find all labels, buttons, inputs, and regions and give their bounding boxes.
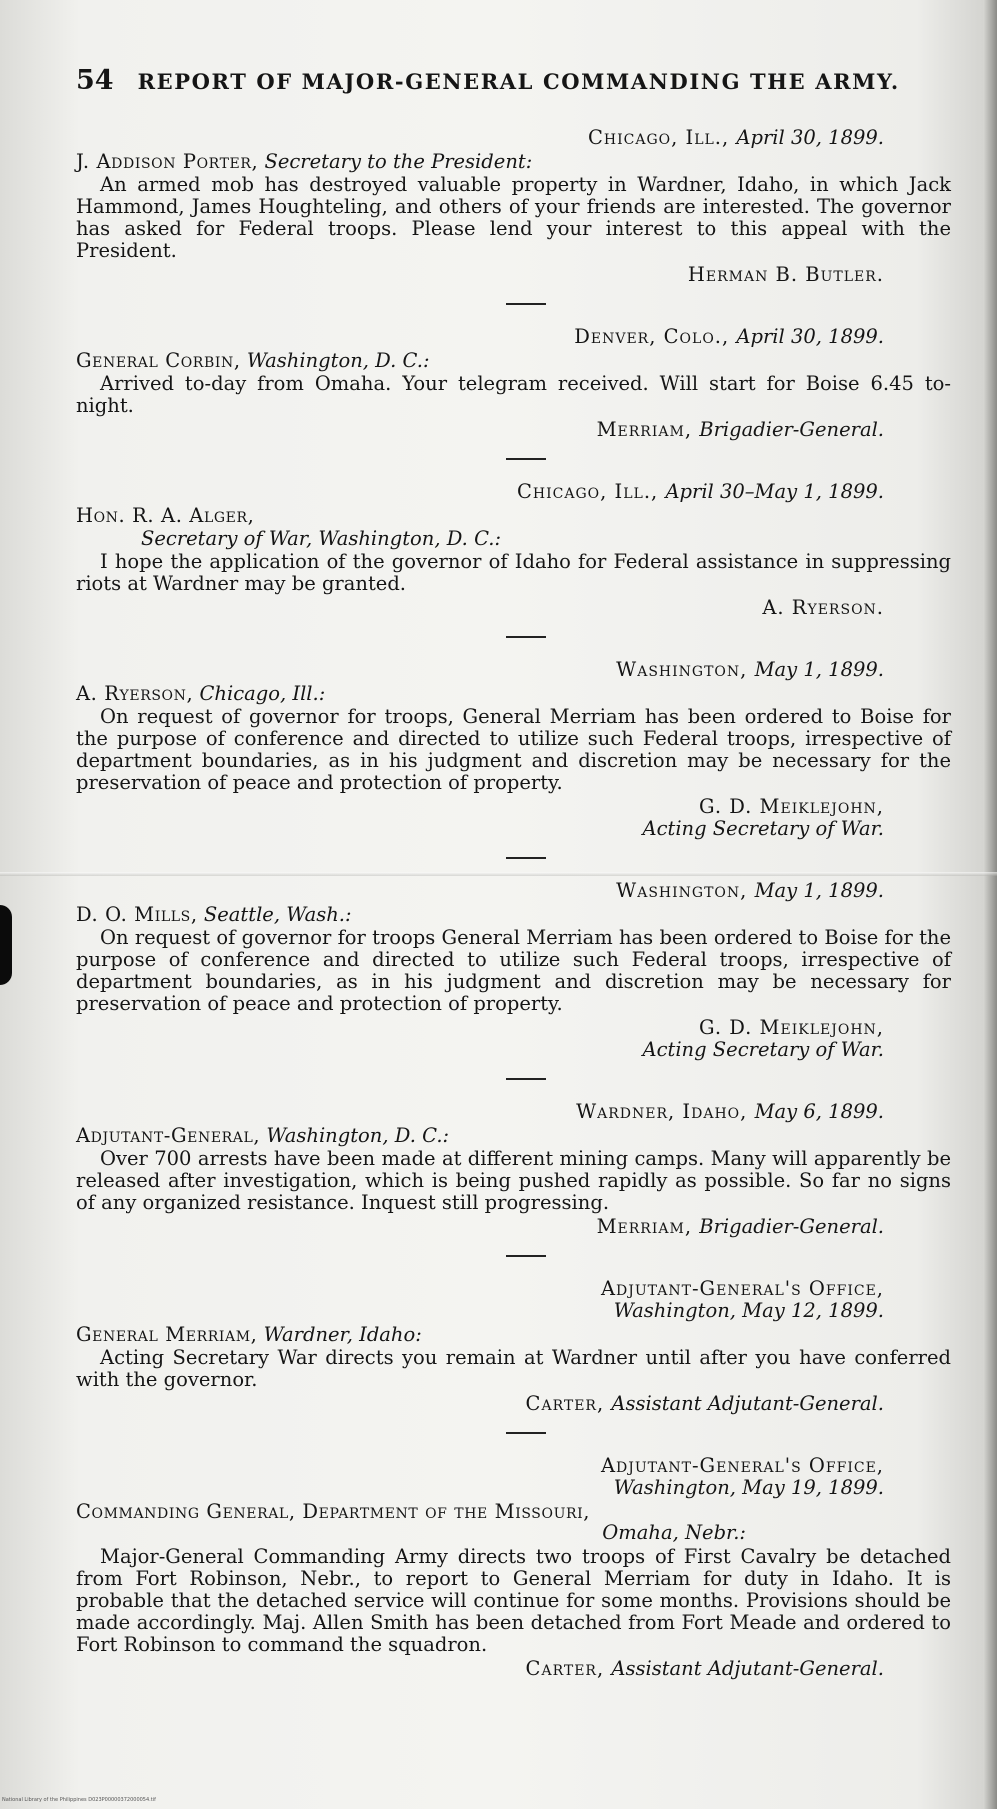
dateline — [76, 659, 956, 681]
addressee — [76, 1324, 956, 1346]
signature-title: Acting Secretary of War. — [642, 817, 884, 840]
dateline: Adjutant-General's Office, — [600, 1277, 884, 1300]
addressee-city: Omaha, Nebr.: — [602, 1521, 746, 1544]
dateline-place: Denver, Colo., — [574, 325, 730, 348]
dateline-place: Chicago, Ill., — [517, 480, 659, 503]
addressee-role: Seattle, Wash.: — [203, 903, 352, 926]
dispatch-body: Major-General Commanding Army directs two troops of First Cavalry be detached from Fort Robinson, Nebr., to report to General Merriam for duty in Idaho. It is probable that the detached service will continue for some months. Provisions should be made accordingly. Maj. Allen Smith has been detached from Fort Meade and ordered to Fort Robinson to command the squadron. — [76, 1545, 951, 1656]
dispatch — [76, 880, 956, 1061]
signature: G. D. Meiklejohn, — [698, 1016, 884, 1039]
addressee-name: Commanding General, Department of the Missouri, — [76, 1500, 591, 1523]
dateline-date: May 6, 1899. — [754, 1100, 884, 1123]
dispatch-body: On request of governor for troops, General Merriam has been ordered to Boise for the purpose of conference and directed to utilize such Federal troops, irrespective of department boundaries, as in his judgment and discretion may be necessary for the preservation of peace and protection of property. — [76, 705, 951, 794]
dispatch — [76, 481, 956, 619]
running-head — [76, 65, 956, 96]
signature-title: Assistant Adjutant-General. — [611, 1657, 884, 1680]
addressee — [76, 151, 956, 173]
signature: G. D. Meiklejohn, — [698, 795, 884, 818]
signature-title: Brigadier-General. — [699, 1215, 884, 1238]
page-number: 54 — [76, 65, 114, 96]
separator-rule — [506, 458, 546, 460]
dateline-place: Washington, — [616, 658, 748, 681]
separator-rule — [506, 1078, 546, 1080]
dispatch — [76, 127, 956, 286]
signature-name: Merriam, — [596, 1215, 693, 1238]
dispatch — [76, 659, 956, 840]
dateline-place: Wardner, Idaho, — [576, 1100, 748, 1123]
addressee-role: Washington, D. C.: — [246, 349, 430, 372]
signature — [76, 1393, 956, 1415]
running-title: REPORT OF MAJOR-GENERAL COMMANDING THE ARMY. — [137, 69, 900, 94]
scan-shadow — [0, 905, 12, 985]
addressee — [76, 904, 956, 926]
dateline-date: April 30, 1899. — [736, 325, 884, 348]
addressee-name: Adjutant-General, — [76, 1124, 261, 1147]
dateline — [76, 127, 956, 149]
dateline-date: May 1, 1899. — [754, 879, 884, 902]
dateline: Adjutant-General's Office, — [600, 1454, 884, 1477]
signature-name: Merriam, — [596, 418, 693, 441]
dateline-place: Chicago, Ill., — [587, 126, 730, 149]
dispatch — [76, 326, 956, 441]
dispatch-body: An armed mob has destroyed valuable property in Wardner, Idaho, in which Jack Hammond, James Houghteling, and others of your friends are interested. The governor has asked for Federal troops. Please lend your interest to this appeal with the President. — [76, 173, 951, 262]
dispatch-body: I hope the application of the governor of Idaho for Federal assistance in suppressing riots at Wardner may be granted. — [76, 550, 951, 595]
addressee-name: General Merriam, — [76, 1323, 258, 1346]
dateline — [76, 1101, 956, 1123]
separator-rule — [506, 1255, 546, 1257]
addressee-name: General Corbin, — [76, 349, 241, 372]
addressee — [76, 683, 956, 705]
dateline — [76, 481, 956, 503]
separator-rule — [506, 636, 546, 638]
signature — [76, 1658, 956, 1680]
addressee — [76, 1501, 956, 1523]
signature-name: Carter, — [525, 1657, 605, 1680]
dateline — [76, 880, 956, 902]
dispatch-body: On request of governor for troops General Merriam has been ordered to Boise for the purpose of conference and directed to utilize such Federal troops, irrespective of department boundaries, as in his judgment and discretion may be necessary for preservation of peace and protection of property. — [76, 926, 951, 1015]
dispatch — [76, 1101, 956, 1238]
addressee-name: D. O. Mills, — [76, 903, 198, 926]
dateline-place: Washington, — [616, 879, 748, 902]
dateline-date: Washington, May 19, 1899. — [613, 1476, 884, 1499]
addressee — [76, 350, 956, 372]
addressee-role: Secretary to the President: — [264, 150, 533, 173]
dateline-date: April 30–May 1, 1899. — [665, 480, 884, 503]
signature — [76, 419, 956, 441]
addressee — [76, 1125, 956, 1147]
page-content — [76, 65, 956, 1680]
signature: A. Ryerson. — [762, 596, 884, 619]
signature-title: Assistant Adjutant-General. — [611, 1392, 884, 1415]
signature — [76, 1216, 956, 1238]
separator-rule — [506, 857, 546, 859]
addressee-name: J. Addison Porter, — [76, 150, 259, 173]
dispatch-body: Arrived to-day from Omaha. Your telegram received. Will start for Boise 6.45 to-night. — [76, 372, 951, 417]
addressee — [76, 505, 956, 527]
library-stamp: National Library of the Philippines D023P00000372000054.tif — [2, 1797, 156, 1803]
signature: Herman B. Butler. — [687, 263, 884, 286]
dateline-date: April 30, 1899. — [736, 126, 884, 149]
dispatch-body: Acting Secretary War directs you remain at Wardner until after you have conferred with the governor. — [76, 1346, 951, 1391]
addressee-role: Chicago, Ill.: — [199, 682, 326, 705]
dispatch-body: Over 700 arrests have been made at different mining camps. Many will apparently be released after investigation, which is being pushed rapidly as possible. So far no signs of any organized resistance. Inquest still progressing. — [76, 1147, 951, 1214]
dateline-date: Washington, May 12, 1899. — [613, 1299, 884, 1322]
addressee-role: Wardner, Idaho: — [263, 1323, 422, 1346]
separator-rule — [506, 1432, 546, 1434]
signature-title: Acting Secretary of War. — [642, 1038, 884, 1061]
dateline-date: May 1, 1899. — [754, 658, 884, 681]
addressee-line2: Secretary of War, Washington, D. C.: — [141, 527, 502, 550]
dispatch — [76, 1278, 956, 1415]
signature-title: Brigadier-General. — [699, 418, 884, 441]
addressee-name: Hon. R. A. Alger, — [76, 504, 255, 527]
signature-name: Carter, — [525, 1392, 605, 1415]
binding-edge — [983, 0, 997, 1809]
dateline — [76, 326, 956, 348]
addressee-role: Washington, D. C.: — [266, 1124, 450, 1147]
separator-rule — [506, 303, 546, 305]
dispatch — [76, 1455, 956, 1680]
addressee-name: A. Ryerson, — [76, 682, 194, 705]
